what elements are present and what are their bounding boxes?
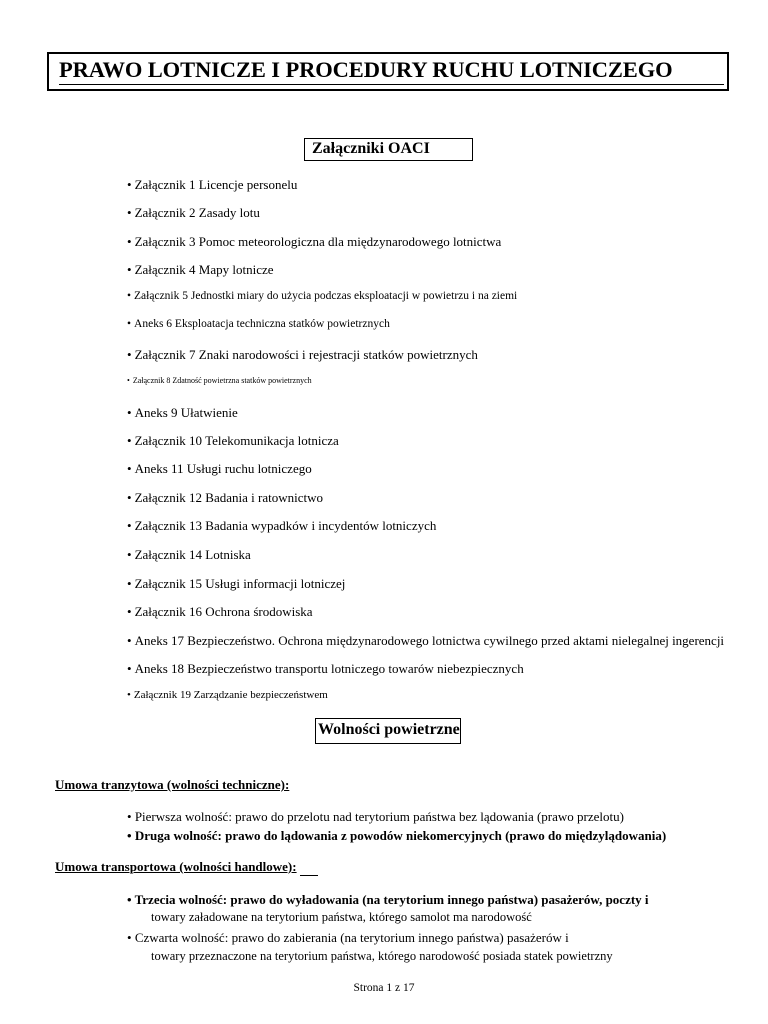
bullet: •: [127, 234, 132, 249]
annex-item: [127, 376, 312, 385]
annex-text: Załącznik 12 Badania i ratownictwo: [134, 490, 323, 505]
third-freedom-text: Trzecia wolność: prawo do wyładowania (na terytorium innego państwa) pasażerów, poczty i: [134, 892, 649, 907]
annex-item: [127, 234, 501, 250]
annex-item: [127, 290, 517, 302]
annex-text: Aneks 17 Bezpieczeństwo. Ochrona międzynarodowego lotnictwa cywilnego przed aktami nielegalnej ingerencji: [134, 633, 725, 648]
annex-item: [127, 405, 238, 421]
annex-item: [127, 547, 251, 563]
fourth-freedom: [127, 930, 569, 946]
annex-item: [127, 177, 297, 193]
annex-text: Załącznik 3 Pomoc meteorologiczna dla międzynarodowego lotnictwa: [134, 234, 502, 249]
annex-text: Załącznik 8 Zdatność powietrzna statków powietrznych: [132, 376, 312, 385]
annex-text: Załącznik 14 Lotniska: [134, 547, 251, 562]
bullet: •: [127, 205, 132, 220]
annex-text: Załącznik 1 Licencje personelu: [134, 177, 298, 192]
bullet: •: [127, 576, 132, 591]
bullet: •: [127, 376, 130, 385]
annexes-heading: Załączniki OACI: [312, 140, 430, 157]
transit-agreement-heading: Umowa tranzytowa (wolności techniczne):: [55, 777, 290, 792]
first-freedom-text: Pierwsza wolność: prawo do przelotu nad terytorium państwa bez lądowania (prawo przelotu): [134, 809, 624, 824]
fourth-freedom-continuation: towary przeznaczone na terytorium państwa, którego narodowość posiada statek powietrzny: [151, 949, 613, 963]
bullet: •: [127, 661, 132, 676]
bullet: •: [127, 828, 132, 843]
third-freedom: [127, 892, 649, 908]
heading-underline-extension: [300, 875, 318, 876]
fourth-freedom-text: Czwarta wolność: prawo do zabierania (na terytorium innego państwa) pasażerów i: [134, 930, 569, 945]
annex-item: [127, 518, 436, 534]
second-freedom-text: Druga wolność: prawo do lądowania z powodów niekomercyjnych (prawo do międzylądowania): [134, 828, 667, 843]
bullet: •: [127, 633, 132, 648]
annex-item: [127, 661, 524, 677]
bullet: •: [127, 809, 132, 824]
annex-item: [127, 347, 478, 363]
bullet: •: [127, 490, 132, 505]
annex-text: Aneks 18 Bezpieczeństwo transportu lotniczego towarów niebezpiecznych: [134, 661, 524, 676]
annex-item: [127, 490, 323, 506]
annex-item: [127, 604, 313, 620]
annex-text: Załącznik 19 Zarządzanie bezpieczeństwem: [133, 689, 328, 701]
bullet: •: [127, 262, 132, 277]
annex-item: [127, 689, 328, 701]
bullet: •: [127, 892, 132, 907]
annex-text: Załącznik 4 Mapy lotnicze: [134, 262, 274, 277]
bullet: •: [127, 604, 132, 619]
document-title: PRAWO LOTNICZE I PROCEDURY RUCHU LOTNICZEGO: [59, 57, 673, 82]
annex-item: [127, 205, 260, 221]
page-footer: Strona 1 z 17: [353, 982, 415, 994]
annex-text: Aneks 6 Eksploatacja techniczna statków powietrznych: [134, 318, 390, 330]
second-freedom: [127, 828, 666, 844]
transport-agreement-heading: Umowa transportowa (wolności handlowe):: [55, 859, 297, 874]
annex-item: [127, 433, 339, 449]
bullet: •: [127, 689, 131, 701]
bullet: •: [127, 547, 132, 562]
bullet: •: [127, 318, 132, 330]
first-freedom: [127, 809, 624, 825]
bullet: •: [127, 518, 132, 533]
annex-item: [127, 262, 274, 278]
annex-text: Załącznik 5 Jednostki miary do użycia podczas eksploatacji w powietrzu i na ziemi: [134, 290, 518, 302]
bullet: •: [127, 290, 132, 302]
bullet: •: [127, 405, 132, 420]
title-underline: [59, 84, 724, 85]
annex-item: [127, 633, 724, 649]
annex-text: Załącznik 7 Znaki narodowości i rejestracji statków powietrznych: [134, 347, 478, 362]
annex-item: [127, 576, 345, 592]
bullet: •: [127, 930, 132, 945]
third-freedom-continuation: towary załadowane na terytorium państwa, którego samolot ma narodowość: [151, 910, 532, 924]
bullet: •: [127, 347, 132, 362]
bullet: •: [127, 433, 132, 448]
annex-item: [127, 461, 312, 477]
annex-text: Aneks 9 Ułatwienie: [134, 405, 238, 420]
annex-text: Aneks 11 Usługi ruchu lotniczego: [134, 461, 312, 476]
annex-text: Załącznik 2 Zasady lotu: [134, 205, 260, 220]
annex-text: Załącznik 13 Badania wypadków i incydentów lotniczych: [134, 518, 437, 533]
bullet: •: [127, 177, 132, 192]
freedoms-heading: Wolności powietrzne: [318, 721, 460, 738]
annex-item: [127, 318, 390, 330]
annex-text: Załącznik 16 Ochrona środowiska: [134, 604, 313, 619]
annex-text: Załącznik 10 Telekomunikacja lotnicza: [134, 433, 339, 448]
annex-text: Załącznik 15 Usługi informacji lotniczej: [134, 576, 346, 591]
bullet: •: [127, 461, 132, 476]
